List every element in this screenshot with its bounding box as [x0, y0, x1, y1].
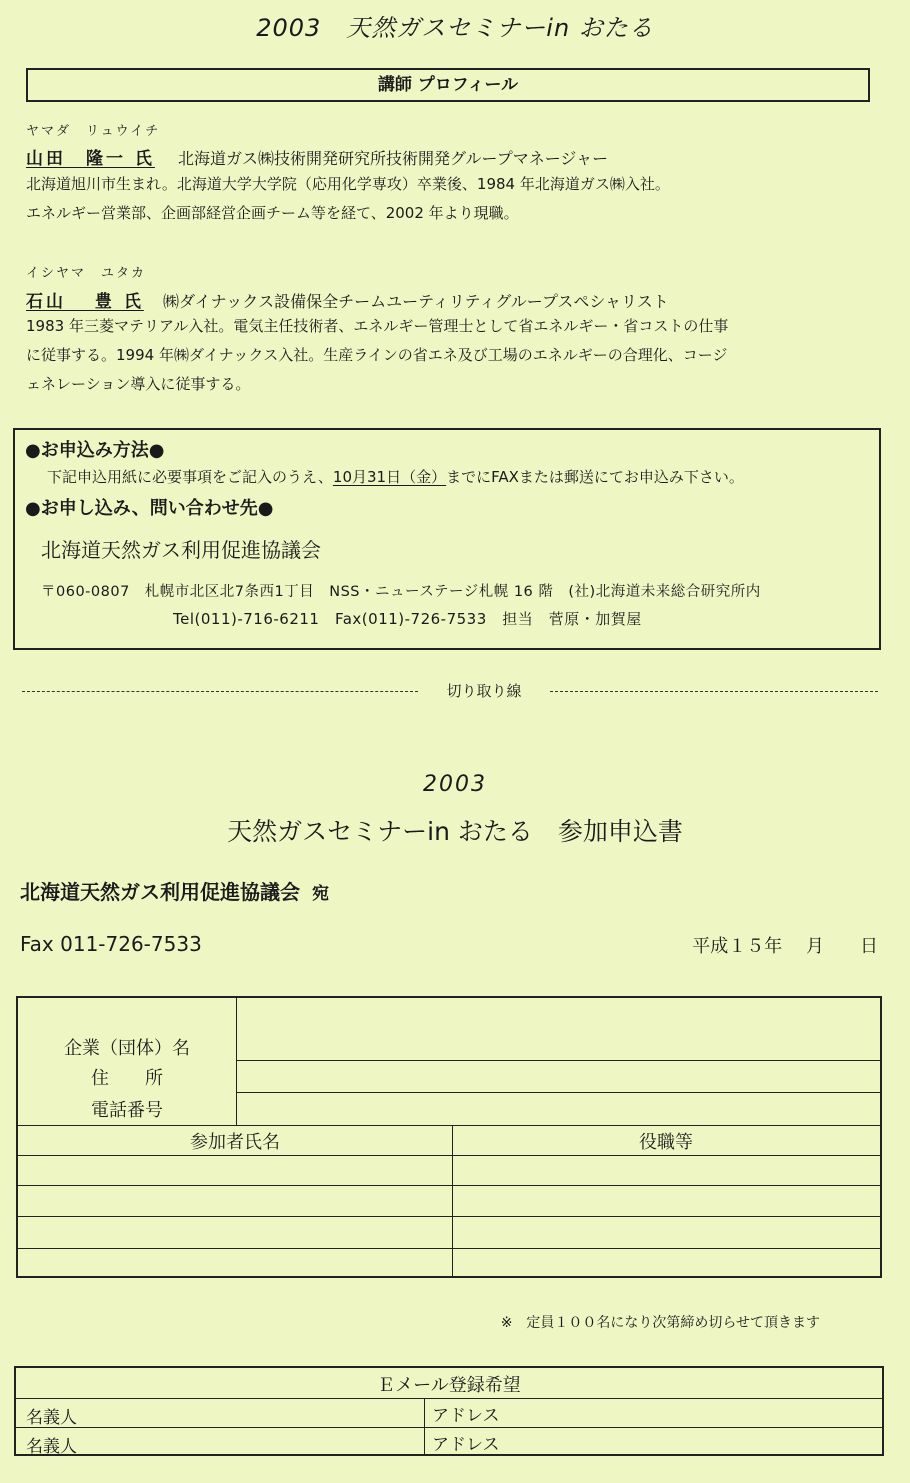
position-field[interactable]: [454, 1157, 878, 1183]
page-title: 2003 天然ガスセミナーin おたる: [256, 14, 654, 42]
table-divider: [16, 1398, 882, 1399]
form-fax: Fax 011-726-7533: [20, 932, 202, 956]
method-text-before: 下記申込用紙に必要事項をご記入のうえ、: [47, 468, 333, 486]
speaker-2-name: 石山 豊 氏: [26, 292, 144, 312]
method-heading: ●お申込み方法●: [25, 440, 165, 461]
participant-name-field[interactable]: [20, 1250, 450, 1276]
form-addressee: [20, 876, 329, 905]
participant-name-label: 参加者氏名: [190, 1132, 280, 1153]
contact-org-name: 北海道天然ガス利用促進協議会: [41, 538, 321, 562]
email-registration-table: [14, 1366, 884, 1456]
speaker-2-line: [26, 287, 669, 312]
email-name-field[interactable]: [96, 1429, 422, 1454]
address-field[interactable]: [238, 1062, 878, 1090]
company-field[interactable]: [238, 1000, 878, 1058]
table-divider: [16, 1427, 882, 1428]
addressee-name: 北海道天然ガス利用促進協議会: [20, 880, 300, 904]
address-label: 住 所: [91, 1068, 163, 1089]
speaker-2-bio: [26, 312, 728, 399]
table-divider: [236, 1060, 880, 1061]
application-form-table: [16, 996, 882, 1278]
speaker-1-line: [26, 144, 608, 169]
speaker-2-bio-line: に従事する。1994 年㈱ダイナックス入社。生産ラインの省エネ及び工場のエネルギーの合理化、コージ: [26, 346, 728, 364]
position-field[interactable]: [454, 1218, 878, 1246]
speaker-1-bio-line: 北海道旭川市生まれ。北海道大学大学院（応用化学専攻）卒業後、1984 年北海道ガス㈱入社。: [26, 175, 670, 193]
phone-label: 電話番号: [91, 1100, 163, 1121]
cut-line-dash-left: [22, 691, 418, 692]
email-address-label: アドレス: [432, 1406, 500, 1426]
table-divider: [18, 1155, 880, 1156]
method-deadline: 10月31日（金）: [332, 468, 447, 486]
table-divider: [236, 998, 237, 1125]
email-address-field[interactable]: [516, 1429, 880, 1454]
email-address-label: アドレス: [432, 1435, 500, 1455]
table-divider: [18, 1248, 880, 1249]
speaker-1-bio-line: エネルギー営業部、企画部経営企画チーム等を経て、2002 年より現職。: [26, 204, 519, 222]
position-label: 役職等: [639, 1132, 693, 1153]
position-field[interactable]: [454, 1187, 878, 1214]
phone-field[interactable]: [238, 1094, 878, 1123]
form-date: 平成１５年 月 日: [692, 936, 878, 957]
form-year: 2003: [423, 772, 487, 797]
participant-name-field[interactable]: [20, 1157, 450, 1183]
speaker-2-bio-line: ェネレーション導入に従事する。: [26, 375, 251, 393]
addressee-suffix: 宛: [312, 884, 329, 904]
method-text-after: までにFAXまたは郵送にてお申込み下さい。: [446, 468, 744, 486]
email-table-title: Ｅメール登録希望: [377, 1375, 521, 1396]
speaker-1-bio: [26, 170, 670, 228]
participant-name-field[interactable]: [20, 1187, 450, 1214]
application-box: [13, 428, 881, 650]
position-field[interactable]: [454, 1250, 878, 1276]
speaker-1-affiliation: 北海道ガス㈱技術開発研究所技術開発グループマネージャー: [178, 149, 609, 168]
contact-phone: Tel(011)-716-6211 Fax(011)-726-7533 担当 菅原・加賀屋: [173, 610, 642, 628]
cut-line-label: 切り取り線: [446, 682, 522, 700]
table-divider: [236, 1092, 880, 1093]
table-divider: [424, 1398, 425, 1454]
method-text: [47, 466, 744, 487]
contact-address: 〒060-0807 札幌市北区北7条西1丁目 NSS・ニューステージ札幌 16 階 (社)北海道未来総合研究所内: [41, 584, 761, 600]
cut-line: [22, 680, 878, 704]
speaker-1-ruby: ヤマダ リュウイチ: [26, 124, 161, 139]
profile-heading: 講師 プロフィール: [26, 68, 870, 102]
speaker-2-bio-line: 1983 年三菱マテリアル入社。電気主任技術者、エネルギー管理士として省エネルギー・省コストの仕事: [26, 317, 729, 335]
participant-name-field[interactable]: [20, 1218, 450, 1246]
table-divider: [18, 1125, 880, 1126]
form-title: 天然ガスセミナーin おたる 参加申込書: [227, 817, 683, 846]
cut-line-dash-right: [550, 691, 878, 692]
company-label: 企業（団体）名: [64, 1038, 190, 1059]
speaker-2-ruby: イシヤマ ユタカ: [26, 266, 147, 281]
speaker-2-affiliation: ㈱ダイナックス設備保全チームユーティリティグループスペシャリスト: [162, 292, 669, 311]
speaker-1-name: 山田 隆一 氏: [26, 149, 155, 169]
email-name-label: 名義人: [26, 1408, 77, 1428]
table-divider: [18, 1185, 880, 1186]
email-name-field[interactable]: [96, 1400, 422, 1425]
capacity-note: ※ 定員１００名になり次第締め切らせて頂きます: [500, 1315, 820, 1331]
email-address-field[interactable]: [516, 1400, 880, 1425]
table-divider: [18, 1216, 880, 1217]
contact-heading: ●お申し込み、問い合わせ先●: [25, 498, 274, 519]
email-name-label: 名義人: [26, 1437, 77, 1457]
